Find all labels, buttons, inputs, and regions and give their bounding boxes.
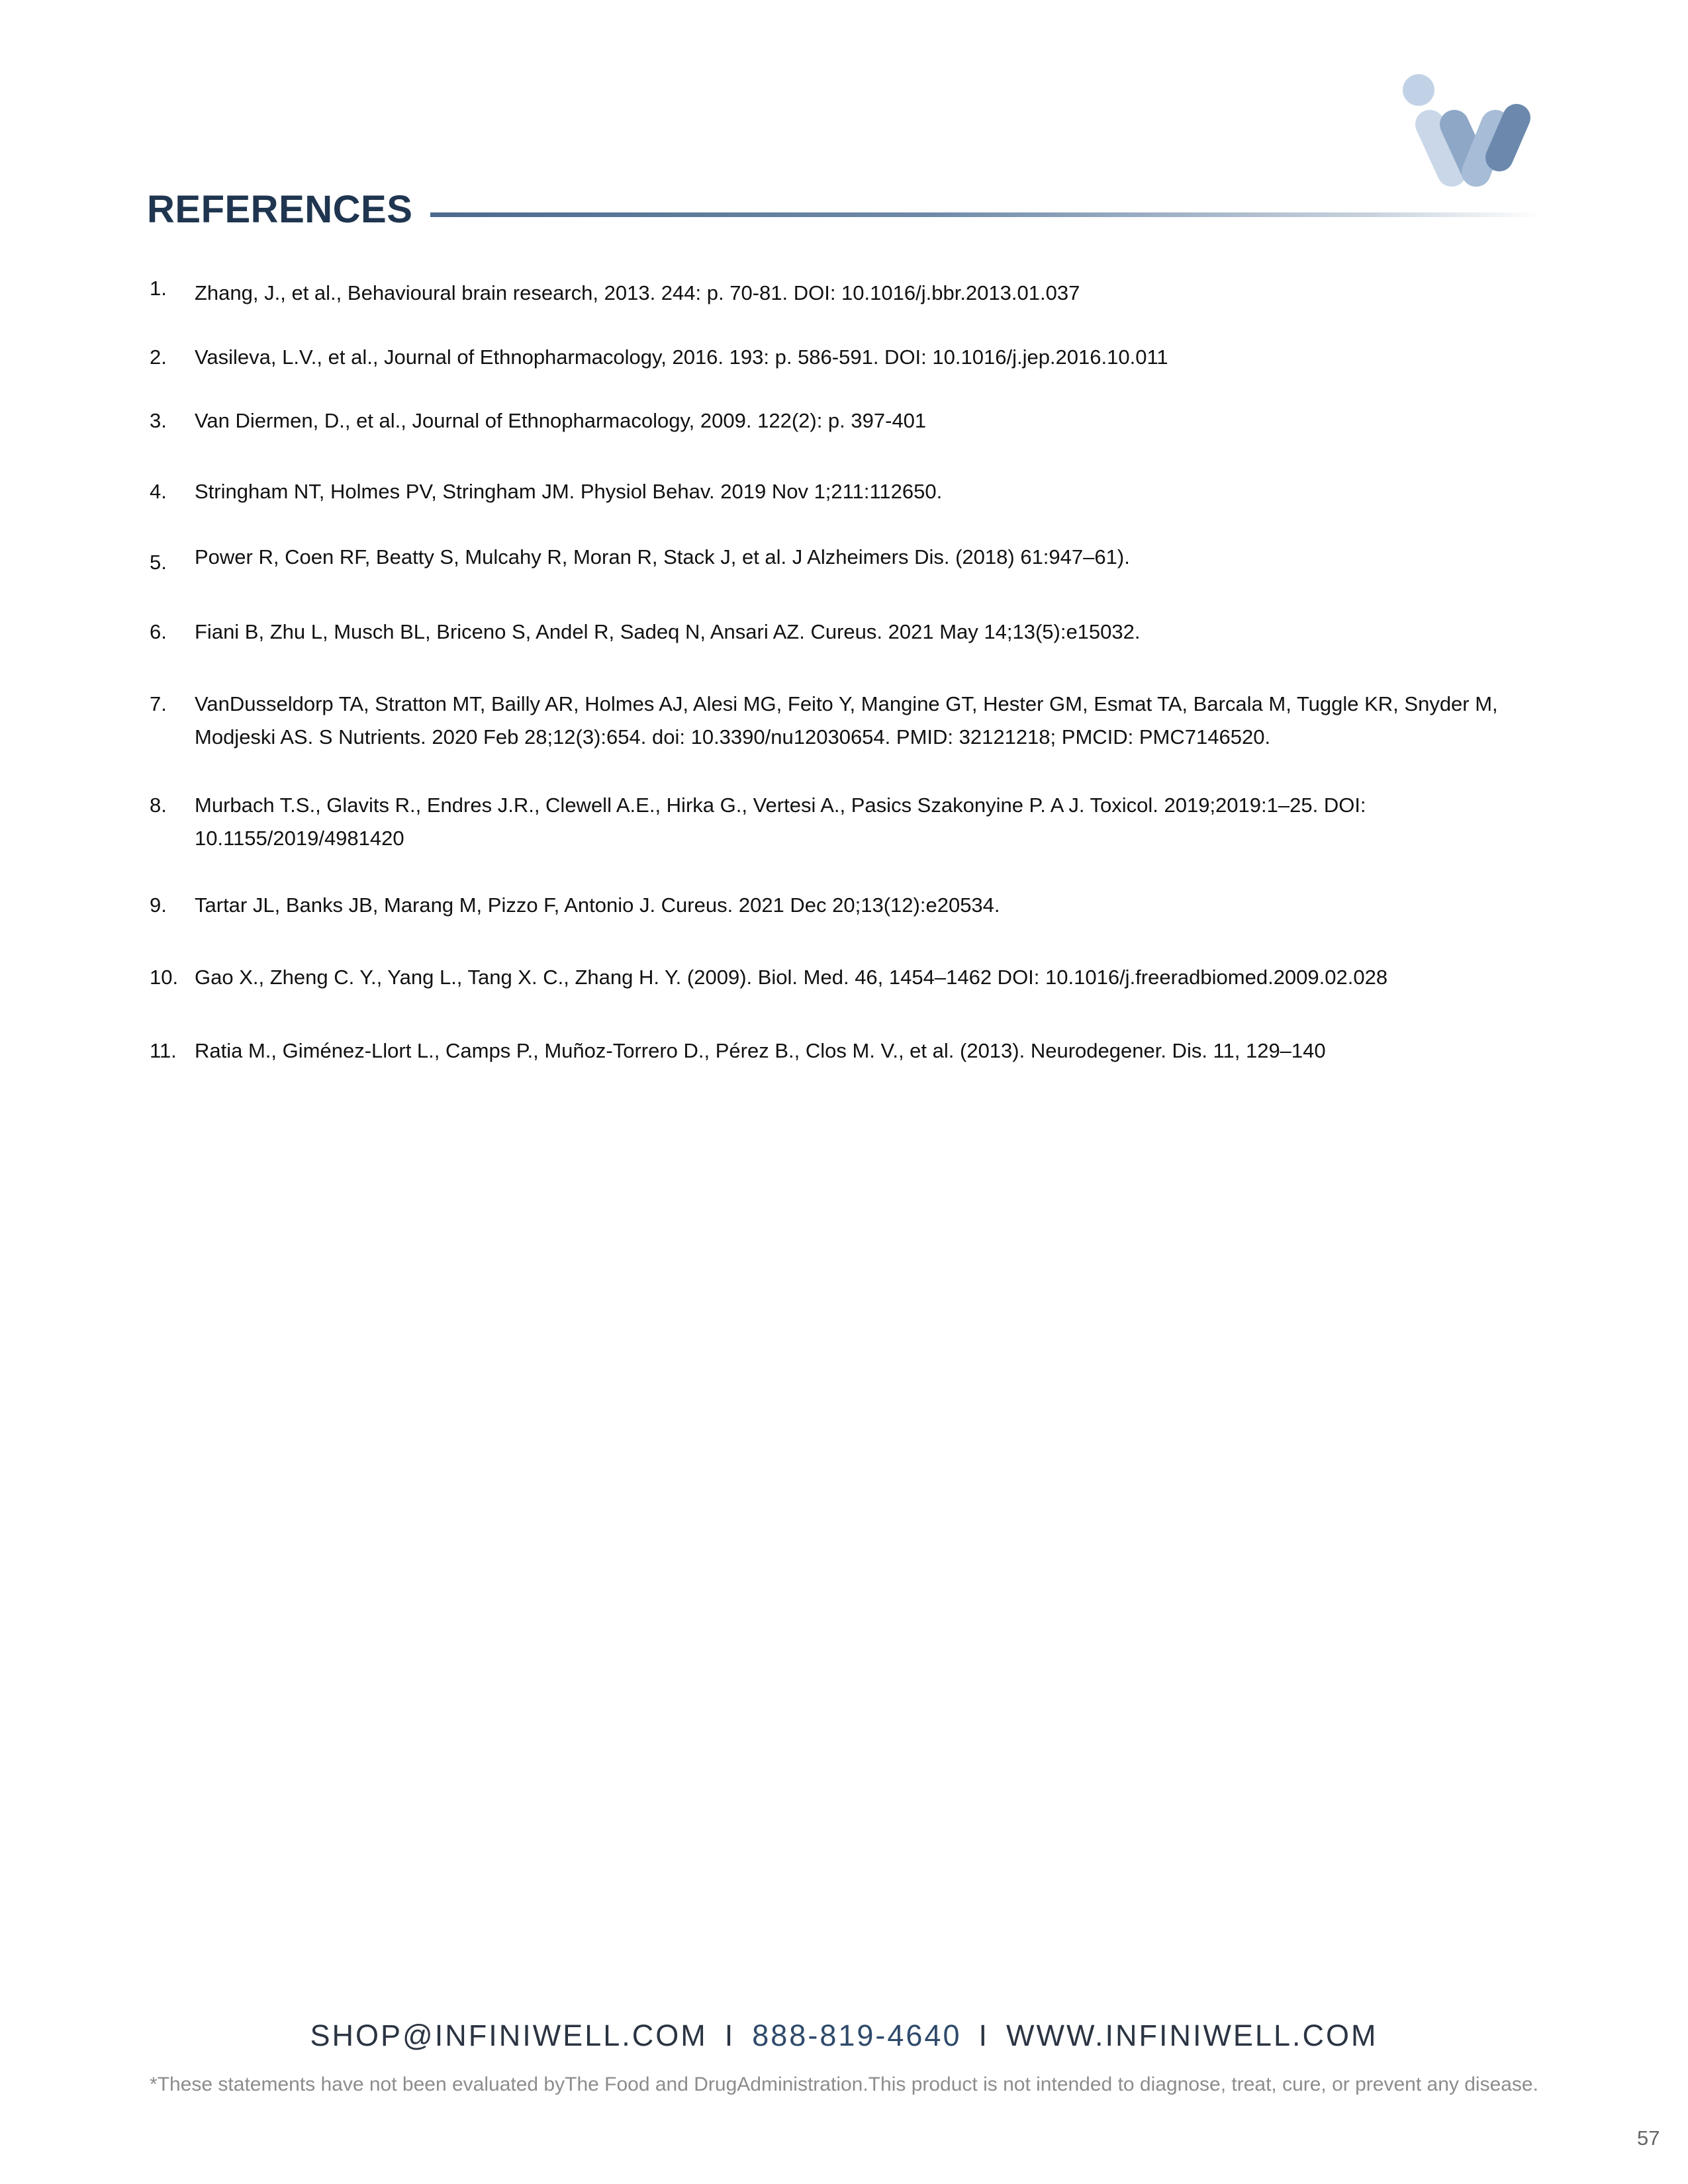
reference-text: VanDusseldorp TA, Stratton MT, Bailly AR, Holmes AJ, Alesi MG, Feito Y, Mangine GT, Hester GM, Esmat TA, Barcala M, Tuggle KR, Snyder M, Modjeski AS. S Nutrients. 2020 Feb 28;12(3):654. doi: 10.3390/nu12030654. PMID: 32121218; PMCID: PMC7146520.	[195, 692, 1498, 749]
fda-disclaimer: *These statements have not been evaluated byThe Food and DrugAdministration.This product is not intended to diagnose, treat, cure, or prevent any disease.	[150, 2073, 1538, 2095]
reference-text: Power R, Coen RF, Beatty S, Mulcahy R, Moran R, Stack J, et al. J Alzheimers Dis. (2018) 61:947–61).	[195, 545, 1130, 569]
reference-number: 3.	[150, 409, 167, 432]
reference-number: 6.	[150, 620, 167, 643]
footer-phone-link[interactable]: 888-819-4640	[752, 2019, 962, 2052]
title-divider	[430, 212, 1542, 217]
reference-number: 2.	[150, 345, 167, 369]
reference-text: Tartar JL, Banks JB, Marang M, Pizzo F, Antonio J. Cureus. 2021 Dec 20;13(12):e20534.	[195, 893, 1000, 917]
page-title: REFERENCES	[147, 188, 413, 231]
reference-text: Ratia M., Giménez-Llort L., Camps P., Muñoz-Torrero D., Pérez B., Clos M. V., et al. (2013). Neurodegener. Dis. 11, 129–140	[195, 1039, 1326, 1062]
reference-text: Gao X., Zheng C. Y., Yang L., Tang X. C., Zhang H. Y. (2009). Biol. Med. 46, 1454–1462 DOI: 10.1016/j.freeradbiomed.2009.02.028	[195, 966, 1388, 989]
reference-number: 10.	[150, 966, 179, 989]
footer-website-link[interactable]: WWW.INFINIWELL.COM	[1006, 2019, 1378, 2052]
reference-number: 4.	[150, 480, 167, 503]
infiniwell-logo-icon	[1400, 73, 1539, 192]
reference-number: 5.	[150, 551, 167, 574]
reference-number: 11.	[150, 1039, 177, 1062]
reference-text: Zhang, J., et al., Behavioural brain research, 2013. 244: p. 70-81. DOI: 10.1016/j.bbr.2013.01.037	[195, 281, 1080, 304]
reference-number: 7.	[150, 692, 167, 715]
footer-contact	[0, 2019, 1688, 2053]
reference-text: Van Diermen, D., et al., Journal of Ethnopharmacology, 2009. 122(2): p. 397-401	[195, 409, 927, 432]
reference-text: Fiani B, Zhu L, Musch BL, Briceno S, Andel R, Sadeq N, Ansari AZ. Cureus. 2021 May 14;13(5):e15032.	[195, 620, 1141, 643]
footer-email-link[interactable]: SHOP@INFINIWELL.COM	[310, 2019, 708, 2052]
footer-separator: I	[978, 2019, 990, 2052]
reference-text: Murbach T.S., Glavits R., Endres J.R., Clewell A.E., Hirka G., Vertesi A., Pasics Szakonyine P. A J. Toxicol. 2019;2019:1–25. DOI: 10.1155/2019/4981420	[195, 794, 1366, 850]
reference-number: 1.	[150, 277, 167, 300]
page-number: 57	[1637, 2126, 1660, 2150]
reference-number: 8.	[150, 794, 167, 817]
reference-text: Vasileva, L.V., et al., Journal of Ethnopharmacology, 2016. 193: p. 586-591. DOI: 10.1016/j.jep.2016.10.011	[195, 345, 1168, 369]
reference-number: 9.	[150, 893, 167, 917]
reference-text: Stringham NT, Holmes PV, Stringham JM. Physiol Behav. 2019 Nov 1;211:112650.	[195, 480, 943, 503]
footer-separator: I	[724, 2019, 735, 2052]
